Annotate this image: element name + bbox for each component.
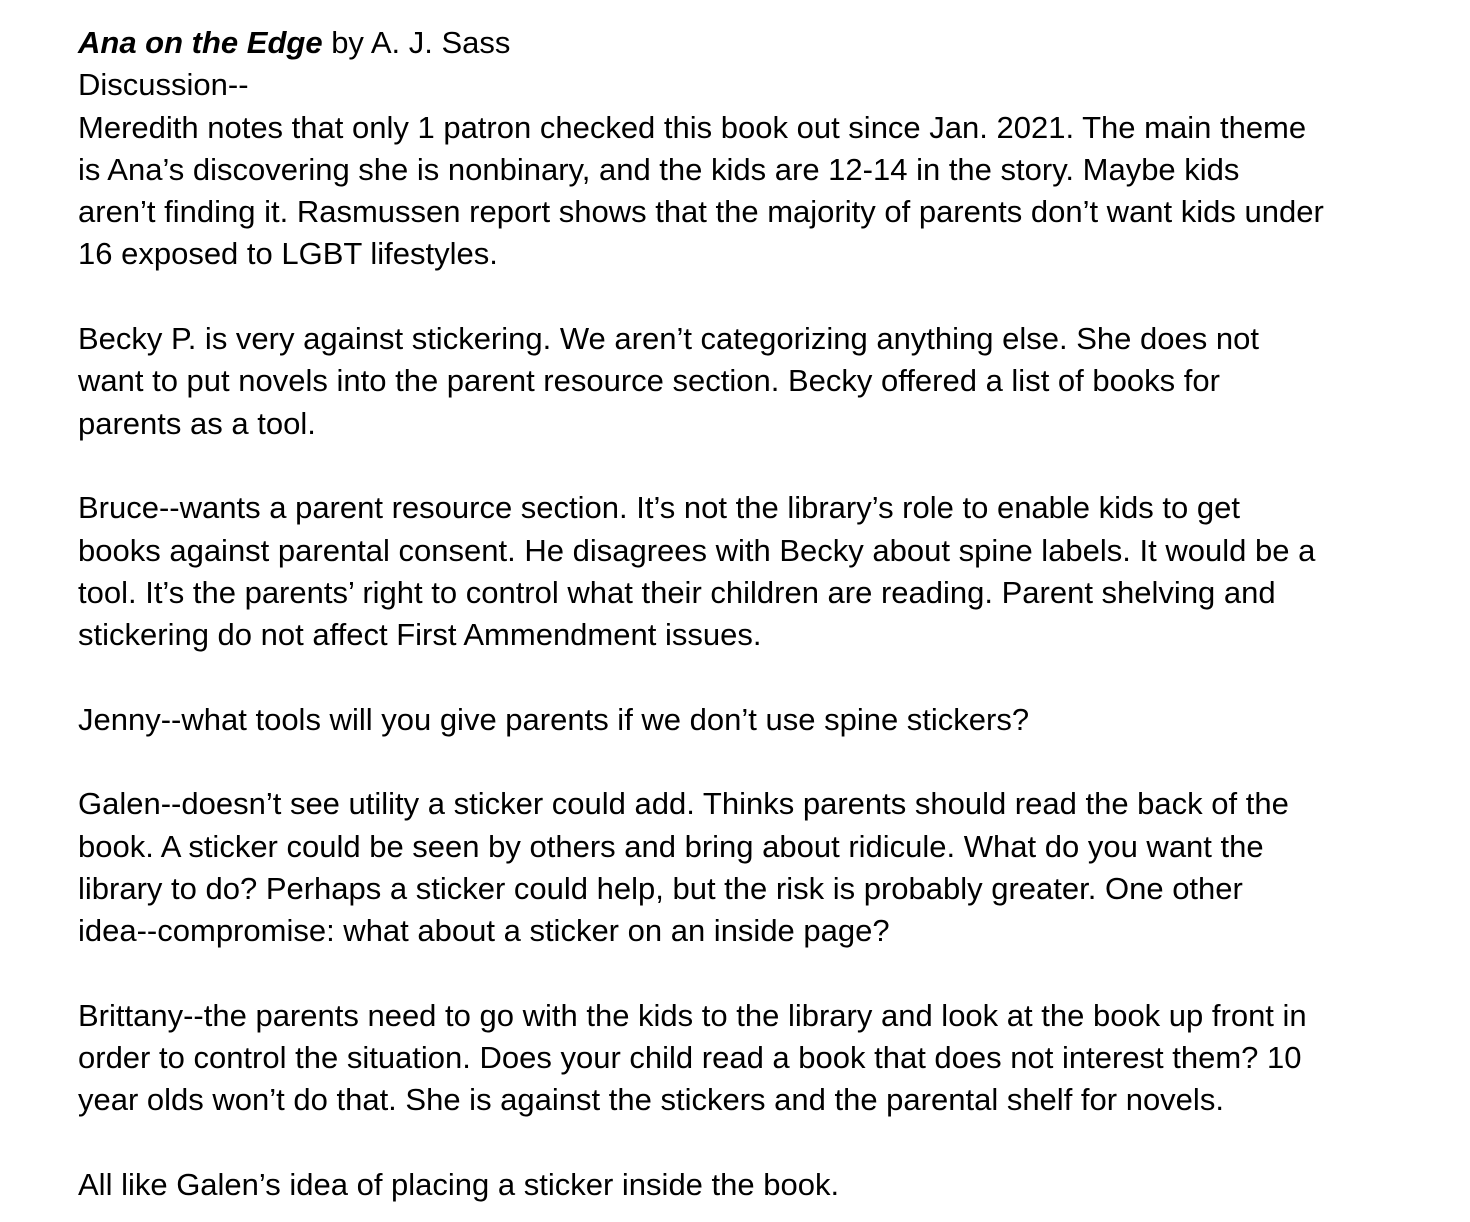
paragraph-gap [78, 656, 1388, 698]
paragraph-galen [78, 783, 1388, 952]
text-line: stickering do not affect First Ammendment issues. [78, 617, 762, 653]
document-body [78, 22, 1388, 1206]
text-line: All like Galen’s idea of placing a sticker inside the book. [78, 1167, 840, 1203]
paragraph-bruce [78, 487, 1388, 656]
paragraph-gap [78, 276, 1388, 318]
paragraph-becky [78, 318, 1388, 445]
text-line: books against parental consent. He disagrees with Becky about spine labels. It would be a [78, 532, 1316, 568]
text-line: book. A sticker could be seen by others and bring about ridicule. What do you want the [78, 828, 1264, 864]
paragraph-brittany [78, 995, 1388, 1122]
text-line: Bruce--wants a parent resource section. It’s not the library’s role to enable kids to get [78, 490, 1240, 526]
paragraph-gap [78, 445, 1388, 487]
paragraph-gap [78, 953, 1388, 995]
text-line: Meredith notes that only 1 patron checked this book out since Jan. 2021. The main theme [78, 109, 1307, 145]
paragraph-conclusion [78, 1164, 1388, 1206]
text-line: tool. It’s the parents’ right to control what their children are reading. Parent shelving and [78, 574, 1276, 610]
text-line: Jenny--what tools will you give parents if we don’t use spine stickers? [78, 701, 1030, 737]
text-line: year olds won’t do that. She is against the stickers and the parental shelf for novels. [78, 1082, 1224, 1118]
paragraph-gap [78, 1122, 1388, 1164]
book-title: Ana on the Edge [78, 25, 323, 60]
paragraph-meredith [78, 107, 1388, 276]
text-line: idea--compromise: what about a sticker on an inside page? [78, 913, 890, 949]
text-line: parents as a tool. [78, 405, 316, 441]
paragraph-jenny [78, 699, 1388, 741]
text-line: library to do? Perhaps a sticker could help, but the risk is probably greater. One other [78, 870, 1243, 906]
text-line: Brittany--the parents need to go with the kids to the library and look at the book up front in [78, 997, 1307, 1033]
text-line: Galen--doesn’t see utility a sticker could add. Thinks parents should read the back of the [78, 786, 1289, 822]
section-label: Discussion-- [78, 67, 249, 103]
book-author: by A. J. Sass [322, 25, 511, 60]
paragraph-gap [78, 741, 1388, 783]
text-line: order to control the situation. Does your child read a book that does not interest them? 10 [78, 1040, 1302, 1076]
text-line: want to put novels into the parent resource section. Becky offered a list of books for [78, 363, 1220, 399]
text-line: Becky P. is very against stickering. We aren’t categorizing anything else. She does not [78, 321, 1259, 357]
text-line: is Ana’s discovering she is nonbinary, and the kids are 12-14 in the story. Maybe kids [78, 151, 1240, 187]
text-line: aren’t finding it. Rasmussen report shows that the majority of parents don’t want kids under [78, 194, 1324, 230]
text-line: 16 exposed to LGBT lifestyles. [78, 236, 498, 272]
book-heading [78, 22, 1388, 64]
